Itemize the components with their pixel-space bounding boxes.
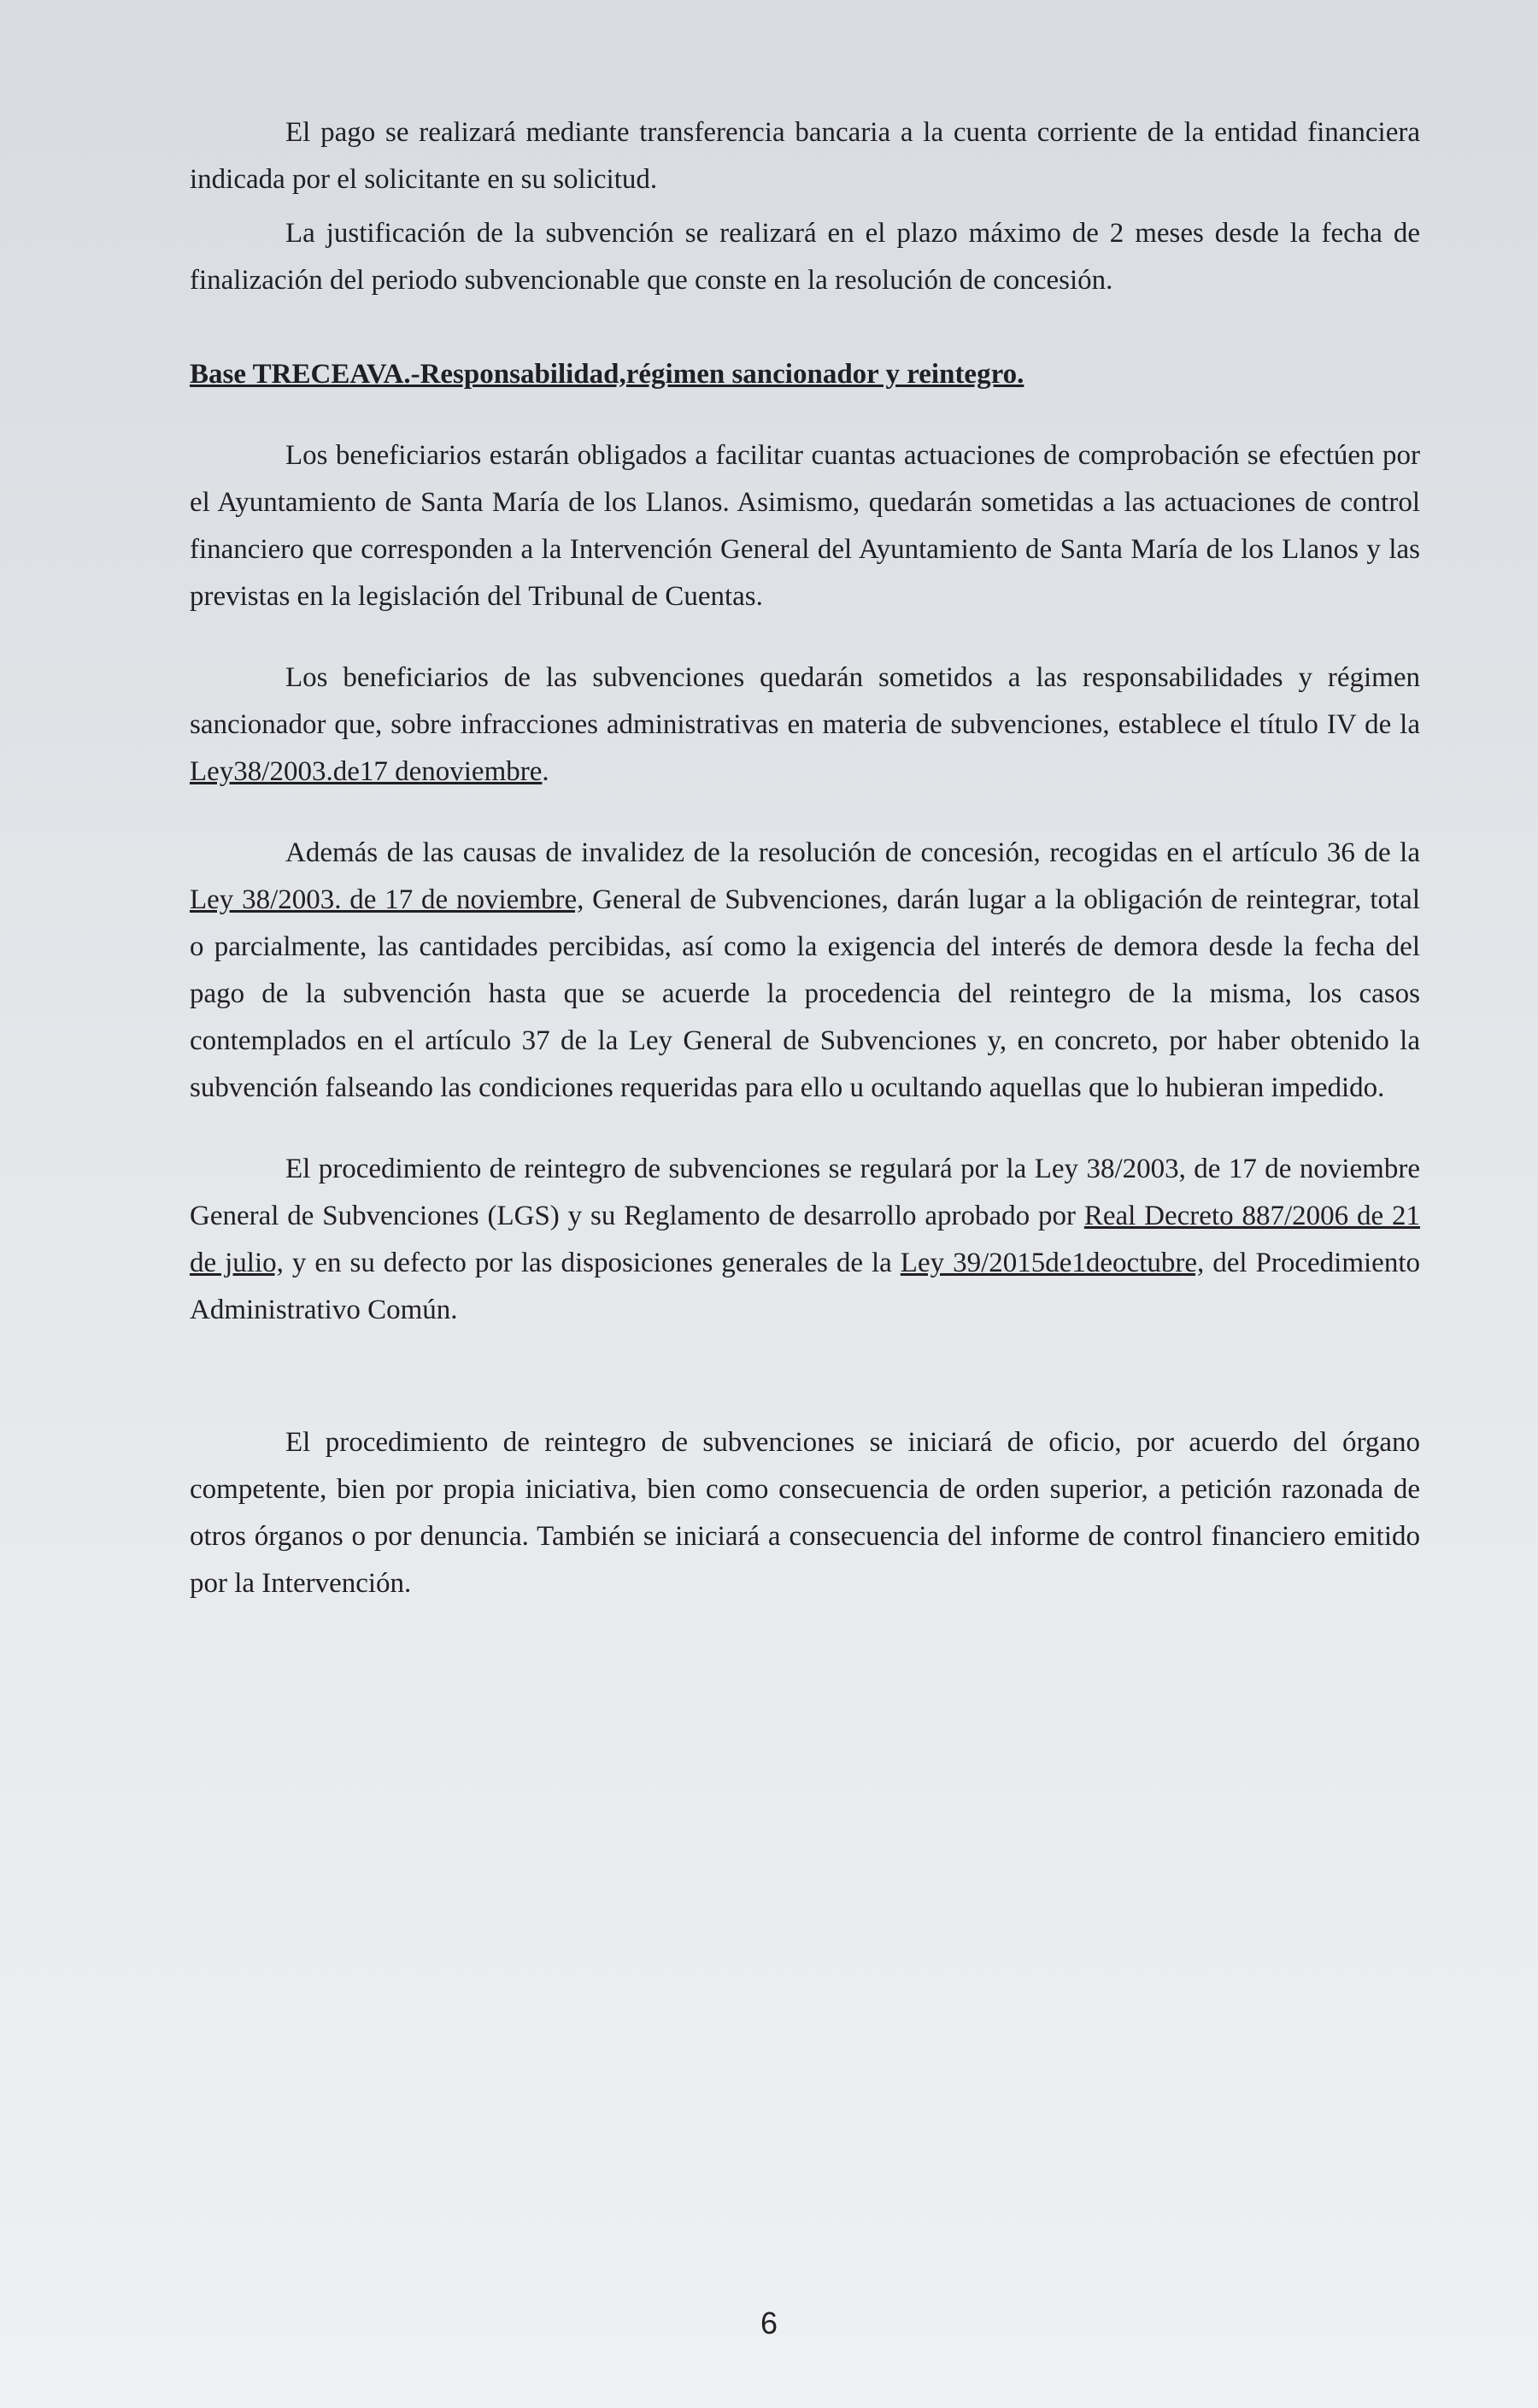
law-reference-link: Ley38/2003.de17 denoviembre <box>190 756 543 787</box>
paragraph-sanctions <box>190 655 1420 796</box>
paragraph-text: del Procedimiento Administrativo Común. <box>190 1248 1420 1325</box>
paragraph-reimbursement-causes <box>190 830 1420 1112</box>
paragraph-justification: La justificación de la subvención se realizará en el plazo máximo de 2 meses desde la fecha de finalización del periodo subvencionable que conste en la resolución de concesión. <box>190 218 1420 296</box>
paragraph-text: . <box>542 756 549 787</box>
paragraph-reimbursement-procedure <box>190 1146 1420 1334</box>
paragraph-payment: El pago se realizará mediante transferencia bancaria a la cuenta corriente de la entidad financiera indicada por el solicitante en su solicitud. <box>190 117 1420 195</box>
paragraph-text: El procedimiento de reintegro de subvenciones se regulará por la Ley 38/2003, de 17 de noviembre General de Subvenciones (LGS) y su Reglamento de desarrollo aprobado por <box>190 1154 1420 1231</box>
paragraph-text: Además de las causas de invalidez de la resolución de concesión, recogidas en el artículo 36 de la <box>285 837 1420 868</box>
document-body <box>190 109 1420 1607</box>
law-reference-link: Ley 39/2015de1deoctubre, <box>900 1248 1205 1278</box>
decree-reference-link: Real Decreto 887/2006 de 21 de julio, <box>190 1201 1421 1278</box>
paragraph-text: Los beneficiarios de las subvenciones quedarán sometidos a las responsabilidades y régimen sancionador que, sobre infracciones administrativas en materia de subvenciones, establece el título IV de la <box>190 662 1420 740</box>
law-reference-link: Ley 38/2003. de 17 de noviembre, <box>190 884 584 915</box>
paragraph-beneficiaries-obligations: Los beneficiarios estarán obligados a facilitar cuantas actuaciones de comprobación se efectúen por el Ayuntamiento de Santa María de los Llanos. Asimismo, quedarán sometidas a las actuaciones de control financiero que corresponden a la Intervención General del Ayuntamiento de Santa María de los Llanos y las previstas en la legislación del Tribunal de Cuentas. <box>190 440 1420 612</box>
paragraph-procedure-initiation: El procedimiento de reintegro de subvenciones se iniciará de oficio, por acuerdo del órgano competente, bien por propia iniciativa, bien como consecuencia de orden superior, a petición razonada de otros órganos o por denuncia. También se iniciará a consecuencia del informe de control financiero emitido por la Intervención. <box>190 1427 1420 1599</box>
section-heading: Base TRECEAVA.-Responsabilidad,régimen sancionador y reintegro. <box>190 359 1024 390</box>
page-number: 6 <box>760 2305 778 2340</box>
paragraph-text: y en su defecto por las disposiciones generales de la <box>283 1248 901 1278</box>
paragraph-text: General de Subvenciones, darán lugar a la obligación de reintegrar, total o parcialmente, las cantidades percibidas, así como la exigencia del interés de demora desde la fecha del pago de la subvención hasta que se acuerde la procedencia del reintegro de la misma, los casos contemplados en el artículo 37 de la Ley General de Subvenciones y, en concreto, por haber obtenido la subvención falseando las condiciones requeridas para ello u ocultando aquellas que lo hubieran impedido. <box>190 884 1420 1103</box>
